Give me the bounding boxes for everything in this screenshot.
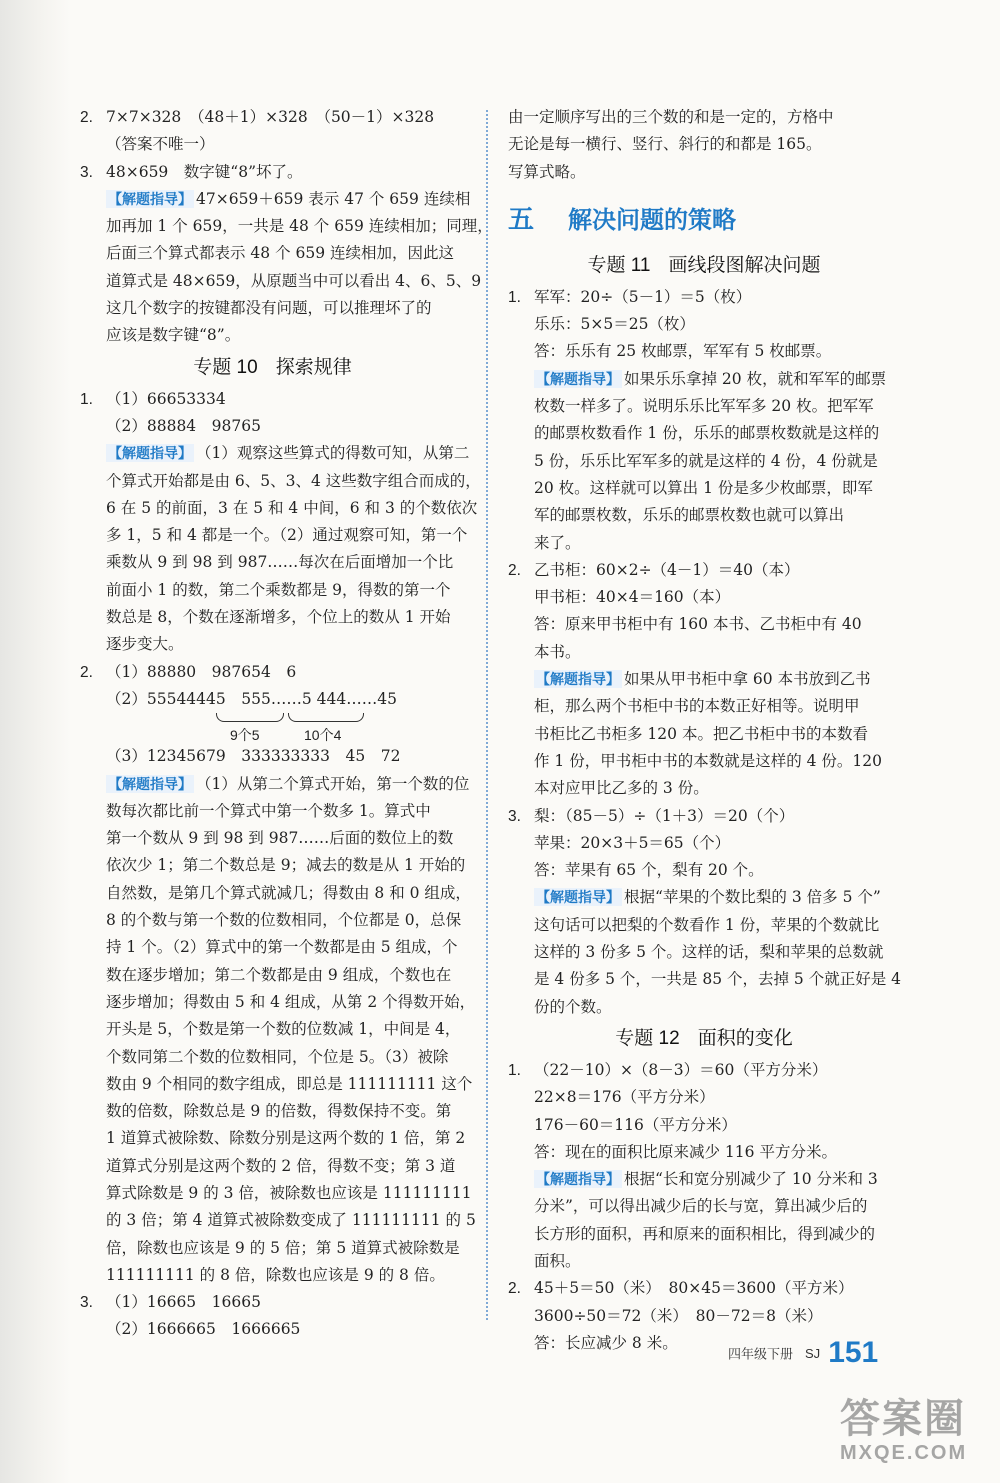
guide-line: 倍，除数也应该是 9 的 5 倍；第 5 道算式被除数是 [106, 1238, 460, 1257]
topic-number: 专题 12 [615, 1027, 680, 1049]
section-heading [508, 194, 900, 244]
brace-term-1: 555……5 [241, 689, 312, 708]
guide-line: 是 4 份多 5 个，一共是 85 个，去掉 5 个就正好是 4 [534, 970, 902, 989]
topic-number: 专题 10 [193, 356, 258, 378]
answer-2-line: 2. （1）88880 987654 6 [80, 659, 465, 686]
page-binding-shadow [0, 0, 70, 1483]
guide-tag: 【解题指导】 [108, 775, 192, 792]
guide-line: 数的倍数，除数总是 9 的倍数，得数保持不变。第 [106, 1102, 452, 1121]
guide-line: 来了。 [534, 533, 581, 552]
guide-line: 1 道算式被除数、除数分别是这两个数的 1 倍，第 2 [106, 1129, 466, 1148]
guide-tag: 【解题指导】 [536, 889, 620, 906]
guide-line: 依次少 1；第二个数总是 9；减去的数是从 1 开始的 [106, 856, 466, 875]
guide-line: 【解题指导】 47×659＋659 表示 47 个 659 连续相 [108, 189, 471, 208]
guide-line: 持 1 个。（2）算式中的第一个数都是由 5 组成，个 [106, 938, 458, 957]
guide-line: 数每次都比前一个算式中第一个数多 1。算式中 [106, 801, 431, 820]
topic-title: 探索规律 [275, 356, 352, 378]
answer-line: 答：苹果有 65 个，梨有 20 个。 [534, 861, 764, 880]
guide-line: 军的邮票枚数，乐乐的邮票枚数也就可以算出 [534, 506, 845, 525]
guide-line: 书柜比乙书柜多 120 本。把乙书柜中书的本数看 [534, 724, 868, 743]
guide-line: 分米”，可以得出减少后的长与宽，算出减少后的 [534, 1197, 868, 1216]
guide-line: 枚数一样多了。说明乐乐比军军多 20 枚。把军军 [534, 397, 874, 416]
item-number: 2. [80, 109, 93, 126]
guide-line: 个算式开始都是由 6、5、3、4 这些数字组合而成的， [106, 471, 481, 490]
guide-line: 面积。 [534, 1251, 581, 1270]
guide-line: 逐步增加；得数由 5 和 4 组成，从第 2 个得数开始， [106, 992, 476, 1011]
guide-line: 前面小 1 的数，第二个乘数都是 9，得数的第一个 [106, 580, 451, 599]
guide-line: 本对应甲比乙多的 3 份。 [534, 779, 709, 798]
guide-line: 长方形的面积，再和原来的面积相比，得到减少的 [534, 1224, 876, 1243]
guide-line: 数总是 8，个数在逐渐增多，个位上的数从 1 开始 [106, 608, 451, 627]
guide-line: 个数同第二个数的位数相同，个位是 5。（3）被除 [106, 1047, 449, 1066]
answer-3-line [80, 159, 465, 186]
guide-line: 数在逐步增加；第二个数都是由 9 组成，个数也在 [106, 965, 452, 984]
topic-number: 专题 11 [587, 254, 651, 276]
answer-line: 3600÷50＝72（米） 80－72＝8（米） [534, 1306, 823, 1325]
answer-line: （3）12345679 333333333 45 72 [106, 747, 401, 766]
guide-line: 第一个数从 9 到 98 到 987……后面的数位上的数 [106, 829, 454, 848]
guide-line: 道算式分别是这两个数的 2 倍，得数不变；第 3 道 [106, 1156, 456, 1175]
item-number: 3. [508, 807, 521, 825]
guide-tag: 【解题指导】 [536, 370, 620, 387]
guide-line: 【解题指导】 （1）观察这些算式的得数可知，从第二 [108, 444, 470, 463]
guide-line: 后面三个算式都表示 48 个 659 连续相加，因此这 [106, 244, 455, 263]
guide-line: 应该是数字键“8”。 [106, 326, 241, 345]
grade-label: 四年级下册 [728, 1346, 794, 1362]
guide-line: 这样的 3 份多 5 个。这样的话，梨和苹果的总数就 [534, 943, 884, 962]
answer-line: 答：乐乐有 25 枚邮票，军军有 5 枚邮票。 [534, 342, 832, 361]
guide-line: 6 在 5 的前面，3 在 5 和 4 中间，6 和 3 的个数依次 [106, 498, 478, 517]
answer-line: （2）55544445 555……5 444……45 [106, 689, 397, 708]
answer-2-line: 2. 45＋5＝50（米） 80×45＝3600（平方米） [508, 1275, 900, 1302]
guide-line: 逐步变大。 [106, 635, 184, 654]
item-number: 3. [80, 1294, 93, 1312]
topic-12-heading [508, 1021, 900, 1057]
answer-line: （2）88884 98765 [106, 416, 261, 435]
guide-line: 这几个数字的按键都没有问题，可以推理坏了的 [106, 299, 432, 318]
guide-line: 柜，那么两个书柜中书的本数正好相等。说明甲 [534, 697, 860, 716]
guide-line: 【解题指导】 如果乐乐拿掉 20 枚，就和军军的邮票 [536, 369, 887, 388]
answer-text: 48×659 数字键“8”坏了。 [106, 162, 303, 181]
item-number: 2. [508, 561, 521, 579]
answer-line: 苹果：20×3＋5＝65（个） [534, 833, 731, 852]
watermark-logo [840, 1396, 990, 1474]
continued-line: 写算式略。 [508, 162, 586, 181]
column-divider [486, 110, 488, 1320]
item-number: 2. [508, 1280, 521, 1298]
brace-shape [288, 713, 364, 722]
answer-text: 7×7×328 （48＋1）×328 （50－1）×328 [106, 108, 435, 126]
left-column [80, 104, 493, 1344]
guide-line: 【解题指导】 （1）从第二个算式开始，第一个数的位 [108, 774, 470, 793]
guide-line: 111111111 的 8 倍，除数也应该是 9 的 8 倍。 [106, 1265, 445, 1284]
answer-2-line: 2. 乙书柜：60×2÷（4－1）＝40（本） [508, 557, 900, 584]
topic-10-heading [80, 350, 465, 386]
guide-line: 开头是 5，个数是第一个数的位数减 1，中间是 4， [106, 1020, 461, 1039]
answer-3-line: 3. 梨：（85－5）÷（1＋3）＝20（个） [508, 803, 900, 830]
topic-title: 面积的变化 [697, 1027, 793, 1049]
section-title: 解决问题的策略 [568, 206, 737, 234]
guide-line: 【解题指导】 如果从甲书柜中拿 60 本书放到乙书 [536, 670, 871, 689]
answer-2-line [80, 104, 465, 131]
brace-term-2: 444……45 [316, 689, 397, 708]
guide-line: 5 份，乐乐比军军多的就是这样的 4 份，4 份就是 [534, 451, 878, 470]
answer-line: 答：长应减少 8 米。 [534, 1333, 678, 1352]
section-number: 五 [508, 203, 535, 234]
guide-tag: 【解题指导】 [536, 671, 620, 688]
guide-line: 的 3 倍；第 4 道算式被除数变成了 111111111 的 5 [106, 1211, 476, 1230]
guide-line: 加再加 1 个 659，一共是 48 个 659 连续相加；同理， [106, 217, 493, 236]
watermark-title: 答案圈 [840, 1397, 966, 1441]
guide-line: 这句话可以把梨的个数看作 1 份，苹果的个数就比 [534, 915, 880, 934]
answer-line: （2）1666665 1666665 [106, 1320, 301, 1339]
page-footer [728, 1336, 878, 1370]
guide-line: 作 1 份，甲书柜中书的本数就是这样的 4 份。120 [534, 751, 883, 770]
guide-tag: 【解题指导】 [536, 1171, 620, 1188]
answer-note: （答案不唯一） [106, 135, 215, 154]
answer-line: 22×8＝176（平方分米） [534, 1088, 715, 1107]
answer-line: 乐乐：5×5＝25（枚） [534, 315, 695, 334]
guide-line: 【解题指导】 根据“长和宽分别减少了 10 分米和 3 [536, 1170, 878, 1189]
guide-line: 份的个数。 [534, 997, 612, 1016]
item-number: 2. [80, 663, 93, 681]
page-number: 151 [828, 1336, 879, 1369]
underbrace-annotation [80, 713, 465, 743]
guide-line: 的邮票枚数看作 1 份，乐乐的邮票枚数就是这样的 [534, 424, 880, 443]
answer-line: 本书。 [534, 642, 581, 661]
watermark-url: MXQE.COM [840, 1442, 968, 1464]
answer-1-line: 1. （1）66653334 [80, 386, 465, 413]
guide-line: 自然数，是第几个算式就减几；得数由 8 和 0 组成， [106, 883, 471, 902]
answer-line: 答：现在的面积比原来减少 116 平方分米。 [534, 1142, 837, 1161]
answer-3-line: 3. （1）16665 16665 [80, 1289, 465, 1316]
guide-line: 8 的个数与第一个数的位数相同，个位都是 0，总保 [106, 911, 462, 930]
answer-line: 甲书柜：40×4＝160（本） [534, 588, 731, 607]
topic-11-heading [508, 248, 900, 284]
answer-line: 答：原来甲书柜中有 160 本书、乙书柜中有 40 [534, 615, 862, 634]
right-column [508, 104, 900, 1357]
guide-line: 算式除数是 9 的 3 倍，被除数也应该是 111111111 [106, 1183, 472, 1202]
brace-label: 10个4 [304, 727, 342, 744]
brace-shape [216, 713, 284, 722]
guide-tag: 【解题指导】 [108, 445, 192, 462]
continued-line: 由一定顺序写出的三个数的和是一定的，方格中 [508, 108, 834, 126]
item-number: 1. [508, 288, 521, 306]
guide-line: 20 枚。这样就可以算出 1 份是多少枚邮票，即军 [534, 478, 873, 497]
brace-label: 9个5 [230, 727, 260, 744]
topic-title: 画线段图解决问题 [668, 254, 821, 276]
answer-1-line: 1. （22－10）×（8－3）＝60（平方分米） [508, 1057, 900, 1084]
answer-line: 176－60＝116（平方分米） [534, 1115, 737, 1134]
guide-line: 数由 9 个相同的数字组成，即总是 111111111 这个 [106, 1074, 473, 1093]
item-number: 1. [508, 1061, 521, 1079]
guide-line: 【解题指导】 根据“苹果的个数比梨的 3 倍多 5 个” [536, 888, 881, 907]
guide-line: 多 1，5 和 4 都是一个。（2）通过观察可知，第一个 [106, 526, 468, 545]
item-number: 1. [80, 390, 93, 408]
edition-label: SJ [805, 1345, 821, 1361]
item-number: 3. [80, 163, 93, 181]
guide-line: 乘数从 9 到 98 到 987……每次在后面增加一个比 [106, 553, 454, 572]
guide-tag: 【解题指导】 [108, 190, 192, 207]
answer-1-line: 1. 军军：20÷（5－1）＝5（枚） [508, 284, 900, 311]
continued-line: 无论是每一横行、竖行、斜行的和都是 165。 [508, 135, 822, 154]
guide-line: 道算式是 48×659，从原题当中可以看出 4、6、5、9 [106, 271, 482, 290]
